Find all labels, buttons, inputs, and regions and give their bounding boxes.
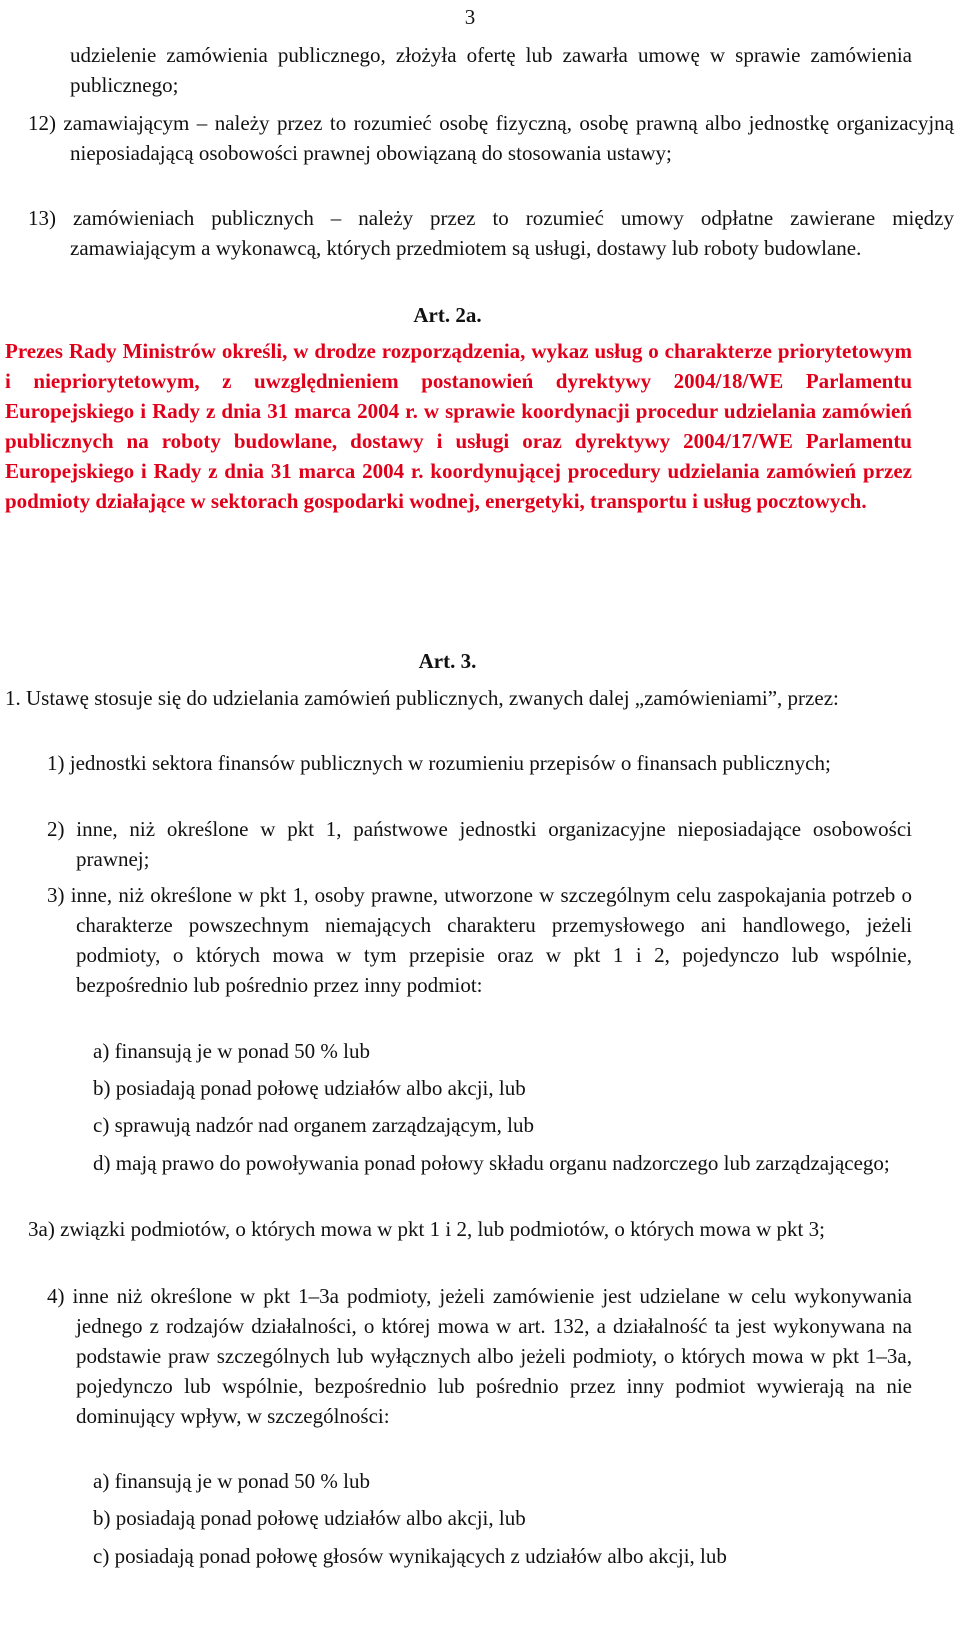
article-2a-text: Prezes Rady Ministrów określi, w drodze rozporządzenia, wykaz usług o charakterze priorytetowym i niepriorytetowym, z uwzględnieniem postanowień dyrektywy 2004/18/WE Parlamentu Europejskiego i Rady z dnia 31 marca 2004 r. w sprawie koordynacji procedur udzielania zamówień publicznych na roboty budowlane, dostawy i usługi oraz dyrektywy 2004/17/WE Parlamentu Europejskiego i Rady z dnia 31 marca 2004 r. koordynującej procedury udzielania zamówień przez podmioty działające w sektorach gospodarki wodnej, energetyki, transportu i usług pocztowych. xyxy=(5,339,912,513)
point-4-c: c) posiadają ponad połowę głosów wynikających z udziałów albo akcji, lub xyxy=(93,1544,727,1568)
article-2a-heading: Art. 2a. xyxy=(413,303,482,327)
point-3: 3) inne, niż określone w pkt 1, osoby prawne, utworzone w szczególnym celu zaspokajania potrzeb o charakterze powszechnym niemających charakteru przemysłowego ani handlowego, jeżeli podmioty, o których mowa w tym przepisie oraz w pkt 1 i 2, pojedynczo lub wspólnie, bezpośrednio lub pośrednio przez inny podmiot: xyxy=(47,883,912,997)
article-3-intro: 1. Ustawę stosuje się do udzielania zamówień publicznych, zwanych dalej „zamówieniami”, przez: xyxy=(5,686,839,710)
point-3-d: d) mają prawo do powoływania ponad połowy składu organu nadzorczego lub zarządzającego; xyxy=(93,1151,890,1175)
definition-12: 12) zamawiającym – należy przez to rozumieć osobę fizyczną, osobę prawną albo jednostkę organizacyjną nieposiadającą osobowości prawnej obowiązaną do stosowania ustawy; xyxy=(28,111,954,165)
point-3-c: c) sprawują nadzór nad organem zarządzającym, lub xyxy=(93,1113,534,1137)
point-3a: 3a) związki podmiotów, o których mowa w pkt 1 i 2, lub podmiotów, o których mowa w pkt 3; xyxy=(28,1217,825,1241)
point-3-a: a) finansują je w ponad 50 % lub xyxy=(93,1039,371,1063)
page-number: 3 xyxy=(464,5,476,29)
point-4: 4) inne niż określone w pkt 1–3a podmioty, jeżeli zamówienie jest udzielane w celu wykonywania jednego z rodzajów działalności, o której mowa w art. 132, a działalność ta jest wykonywana na podstawie praw szczególnych lub wyłącznych albo jeżeli podmioty, o których mowa w pkt 1–3a, pojedynczo lub wspólnie, bezpośrednio lub pośrednio przez inny podmiot wywierają na nie dominujący wpływ, w szczególności: xyxy=(47,1284,912,1428)
point-4-a: a) finansują je w ponad 50 % lub xyxy=(93,1469,371,1493)
point-3-b: b) posiadają ponad połowę udziałów albo akcji, lub xyxy=(93,1076,526,1100)
definition-13: 13) zamówieniach publicznych – należy przez to rozumieć umowy odpłatne zawierane między zamawiającym a wykonawcą, których przedmiotem są usługi, dostawy lub roboty budowlane. xyxy=(28,206,954,260)
point-4-b: b) posiadają ponad połowę udziałów albo akcji, lub xyxy=(93,1506,526,1530)
point-1: 1) jednostki sektora finansów publicznych w rozumieniu przepisów o finansach publicznych; xyxy=(47,751,831,775)
point-2: 2) inne, niż określone w pkt 1, państwowe jednostki organizacyjne nieposiadające osobowości prawnej; xyxy=(47,817,912,871)
article-3-heading: Art. 3. xyxy=(418,649,477,673)
continuation-paragraph: udzielenie zamówienia publicznego, złożyła ofertę lub zawarła umowę w sprawie zamówienia publicznego; xyxy=(70,43,912,97)
